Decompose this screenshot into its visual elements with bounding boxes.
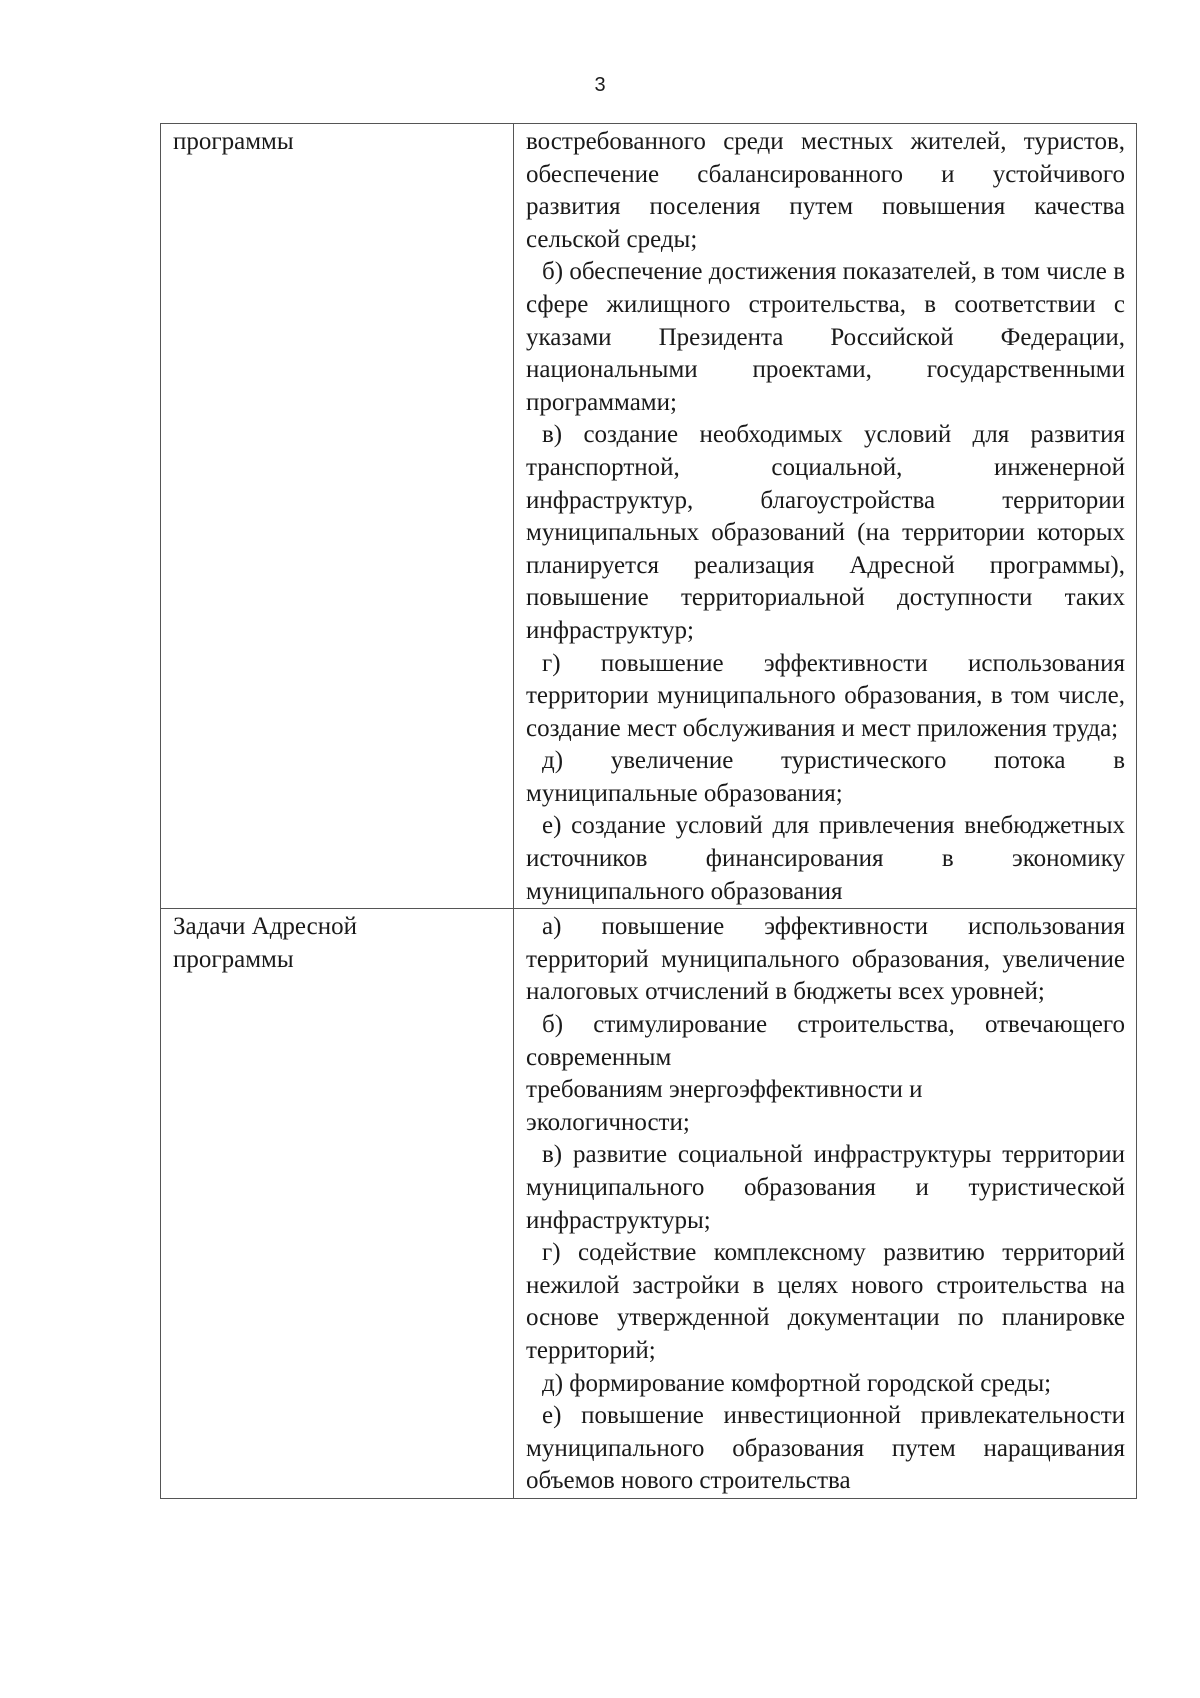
paragraph: е) повышение инвестиционной привлекательности муниципального образования путем наращивания объемов нового строительства [526,1402,1125,1495]
table-row [161,909,1137,1499]
paragraph: в) создание необходимых условий для развития транспортной, социальной, инженерной инфраструктур, благоустройства территории муниципальных образований (на территории которых планируется реализация Адресной программы), повышение территориальной доступности таких инфраструктур; [526,421,1125,644]
row-content-cell [514,909,1137,1499]
row-label: программы [173,128,294,155]
row-label-cell [161,909,514,1499]
page-number: 3 [594,74,606,96]
paragraph: д) увеличение туристического потока в муниципальные образования; [526,747,1125,807]
paragraph: г) повышение эффективности использования территории муниципального образования, в том числе, создание мест обслуживания и мест приложения труда; [526,649,1125,742]
program-passport-table [160,123,1137,1499]
row-label-cell [161,124,514,909]
paragraph: б) обеспечение достижения показателей, в том числе в сфере жилищного строительства, в соответствии с указами Президента Российской Федерации, национальными проектами, государственными программами; [526,258,1125,416]
paragraph: в) развитие социальной инфраструктуры территории муниципального образования и туристической инфраструктуры; [526,1141,1125,1234]
paragraph: д) формирование комфортной городской среды; [542,1369,1052,1397]
paragraph: а) повышение эффективности использования территорий муниципального образования, увеличение налоговых отчислений в бюджеты всех уровней; [526,913,1125,1006]
paragraph: экологичности; [526,1108,690,1136]
paragraph: б) стимулирование строительства, отвечающего современным [526,1011,1125,1071]
paragraph: е) создание условий для привлечения внебюджетных источников финансирования в экономику муниципального образования [526,812,1125,905]
row-label: Задачи Адресной программы [173,913,357,973]
table-row [161,124,1137,909]
paragraph: г) содействие комплексному развитию территорий нежилой застройки в целях нового строительства на основе утвержденной документации по планировке территорий; [526,1239,1125,1364]
row-content-cell [514,124,1137,909]
paragraph: востребованного среди местных жителей, туристов, обеспечение сбалансированного и устойчивого развития поселения путем повышения качества сельской среды; [526,128,1125,253]
paragraph: требованиям энергоэффективности и [526,1076,923,1104]
